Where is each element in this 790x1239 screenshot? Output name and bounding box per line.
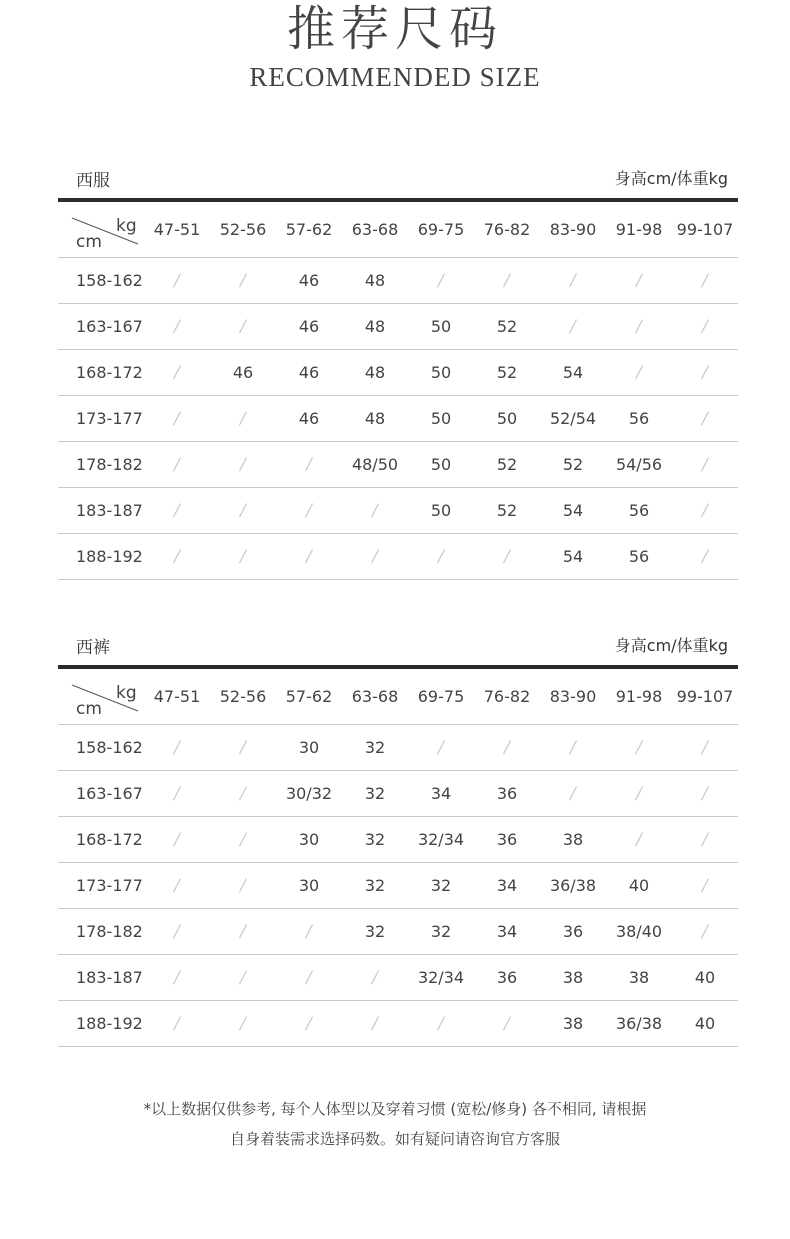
size-cell: 50 <box>408 488 474 534</box>
size-cell: / <box>210 909 276 955</box>
size-cell: / <box>144 955 210 1001</box>
height-axis-label: cm <box>76 232 102 252</box>
size-cell: / <box>606 350 672 396</box>
height-axis-label: cm <box>76 699 102 719</box>
size-cell: / <box>540 725 606 771</box>
table-row <box>58 442 738 488</box>
size-cell: 40 <box>672 955 738 1001</box>
size-cell: / <box>144 1001 210 1047</box>
size-cell: / <box>342 955 408 1001</box>
size-cell: / <box>210 817 276 863</box>
size-cell: 36 <box>474 817 540 863</box>
height-label-cell: 183-187 <box>58 955 144 1001</box>
trousers-section-header <box>58 625 738 665</box>
size-cell: 38 <box>540 955 606 1001</box>
size-cell: 32 <box>408 909 474 955</box>
size-cell: 52 <box>474 488 540 534</box>
size-cell: / <box>144 817 210 863</box>
table-row <box>58 725 738 771</box>
size-cell: / <box>672 863 738 909</box>
size-cell: / <box>606 725 672 771</box>
size-cell: 36 <box>474 955 540 1001</box>
corner-cell <box>58 669 144 725</box>
trousers-size-table <box>58 669 738 1047</box>
size-cell: 50 <box>408 396 474 442</box>
size-cell: 32 <box>342 817 408 863</box>
size-cell: 40 <box>606 863 672 909</box>
size-cell: / <box>210 534 276 580</box>
height-label-cell: 163-167 <box>58 304 144 350</box>
size-cell: / <box>210 304 276 350</box>
weight-header-cell: 99-107 <box>672 202 738 258</box>
size-cell: / <box>474 258 540 304</box>
size-cell: / <box>672 350 738 396</box>
weight-header-cell: 91-98 <box>606 202 672 258</box>
size-cell: 50 <box>408 350 474 396</box>
size-cell: / <box>408 725 474 771</box>
height-label-cell: 188-192 <box>58 1001 144 1047</box>
size-cell: 36 <box>474 771 540 817</box>
size-cell: / <box>210 396 276 442</box>
table-header-row <box>58 202 738 258</box>
size-cell: / <box>276 442 342 488</box>
size-cell: 54 <box>540 488 606 534</box>
size-cell: 38/40 <box>606 909 672 955</box>
height-label-cell: 173-177 <box>58 396 144 442</box>
size-cell: / <box>606 304 672 350</box>
suit-section-header <box>58 158 738 198</box>
size-cell: 38 <box>540 817 606 863</box>
size-cell: / <box>672 817 738 863</box>
size-cell: / <box>144 396 210 442</box>
weight-header-cell: 63-68 <box>342 669 408 725</box>
height-label-cell: 173-177 <box>58 863 144 909</box>
weight-header-cell: 52-56 <box>210 202 276 258</box>
size-cell: / <box>606 817 672 863</box>
size-cell: / <box>210 955 276 1001</box>
size-cell: 48/50 <box>342 442 408 488</box>
size-cell: 36/38 <box>606 1001 672 1047</box>
size-cell: 30 <box>276 863 342 909</box>
suit-unit-label: 身高cm/体重kg <box>614 169 728 188</box>
size-cell: / <box>144 909 210 955</box>
size-cell: / <box>474 725 540 771</box>
trousers-unit-label: 身高cm/体重kg <box>614 636 728 655</box>
size-cell: 52 <box>474 304 540 350</box>
size-cell: / <box>144 771 210 817</box>
weight-header-cell: 83-90 <box>540 669 606 725</box>
height-label-cell: 158-162 <box>58 725 144 771</box>
size-cell: / <box>672 725 738 771</box>
size-cell: / <box>606 771 672 817</box>
weight-header-cell: 47-51 <box>144 669 210 725</box>
size-cell: / <box>210 725 276 771</box>
table-row <box>58 534 738 580</box>
size-cell: / <box>672 396 738 442</box>
size-cell: / <box>144 488 210 534</box>
size-cell: 48 <box>342 258 408 304</box>
suit-size-table <box>58 202 738 580</box>
size-cell: 36 <box>540 909 606 955</box>
size-cell: / <box>342 1001 408 1047</box>
size-cell: 56 <box>606 396 672 442</box>
note-line: 自身着装需求选择码数。如有疑问请咨询官方客服 <box>229 1130 560 1148</box>
height-label-cell: 188-192 <box>58 534 144 580</box>
table-row <box>58 1001 738 1047</box>
height-label-cell: 158-162 <box>58 258 144 304</box>
size-cell: 34 <box>474 909 540 955</box>
weight-header-cell: 69-75 <box>408 202 474 258</box>
size-cell: / <box>672 909 738 955</box>
size-cell: / <box>342 488 408 534</box>
size-cell: 56 <box>606 534 672 580</box>
weight-header-cell: 91-98 <box>606 669 672 725</box>
height-label-cell: 163-167 <box>58 771 144 817</box>
size-cell: 48 <box>342 396 408 442</box>
trousers-section <box>58 625 738 1047</box>
size-cell: / <box>276 909 342 955</box>
weight-header-cell: 57-62 <box>276 669 342 725</box>
size-cell: 38 <box>606 955 672 1001</box>
size-cell: 52 <box>474 442 540 488</box>
size-cell: / <box>672 258 738 304</box>
size-cell: / <box>672 488 738 534</box>
size-cell: 30 <box>276 725 342 771</box>
weight-axis-label: kg <box>116 683 137 703</box>
size-cell: 32 <box>342 909 408 955</box>
size-cell: / <box>210 863 276 909</box>
size-cell: / <box>210 258 276 304</box>
weight-header-cell: 76-82 <box>474 202 540 258</box>
size-cell: 50 <box>408 304 474 350</box>
table-row <box>58 955 738 1001</box>
size-cell: / <box>276 488 342 534</box>
height-label-cell: 178-182 <box>58 442 144 488</box>
size-cell: 54 <box>540 350 606 396</box>
size-cell: / <box>474 534 540 580</box>
corner-diagonal <box>58 669 144 724</box>
size-cell: / <box>672 442 738 488</box>
size-cell: / <box>672 304 738 350</box>
size-cell: / <box>144 863 210 909</box>
size-cell: / <box>210 771 276 817</box>
size-cell: 30 <box>276 817 342 863</box>
trousers-section-title: 西裤 <box>76 638 110 658</box>
size-cell: / <box>672 771 738 817</box>
size-cell: 54/56 <box>606 442 672 488</box>
size-cell: 40 <box>672 1001 738 1047</box>
size-cell: / <box>408 1001 474 1047</box>
weight-header-cell: 69-75 <box>408 669 474 725</box>
size-cell: / <box>144 258 210 304</box>
table-row <box>58 488 738 534</box>
size-cell: 32/34 <box>408 955 474 1001</box>
size-cell: 34 <box>474 863 540 909</box>
table-row <box>58 771 738 817</box>
corner-cell <box>58 202 144 258</box>
size-cell: / <box>342 534 408 580</box>
weight-header-cell: 57-62 <box>276 202 342 258</box>
table-row <box>58 350 738 396</box>
size-cell: 32 <box>342 725 408 771</box>
height-label-cell: 168-172 <box>58 350 144 396</box>
table-row <box>58 817 738 863</box>
table-row <box>58 396 738 442</box>
table-header-row <box>58 669 738 725</box>
size-cell: 46 <box>276 396 342 442</box>
disclaimer-note <box>0 1094 790 1154</box>
table-row <box>58 863 738 909</box>
weight-axis-label: kg <box>116 216 137 236</box>
size-cell: / <box>144 350 210 396</box>
page-subtitle: RECOMMENDED SIZE <box>249 62 541 92</box>
size-cell: 34 <box>408 771 474 817</box>
page-title: 推荐尺码 <box>286 1 503 57</box>
size-cell: / <box>672 534 738 580</box>
size-cell: 56 <box>606 488 672 534</box>
size-cell: 54 <box>540 534 606 580</box>
weight-header-cell: 99-107 <box>672 669 738 725</box>
size-cell: 32 <box>342 771 408 817</box>
size-cell: / <box>210 1001 276 1047</box>
size-cell: 32 <box>342 863 408 909</box>
height-label-cell: 178-182 <box>58 909 144 955</box>
size-cell: / <box>276 955 342 1001</box>
size-cell: / <box>540 771 606 817</box>
size-cell: / <box>540 258 606 304</box>
size-cell: 48 <box>342 350 408 396</box>
size-cell: / <box>144 442 210 488</box>
size-cell: / <box>540 304 606 350</box>
size-cell: / <box>408 534 474 580</box>
weight-header-cell: 47-51 <box>144 202 210 258</box>
size-cell: 32/34 <box>408 817 474 863</box>
size-cell: 52/54 <box>540 396 606 442</box>
table-row <box>58 909 738 955</box>
size-cell: / <box>606 258 672 304</box>
weight-header-cell: 52-56 <box>210 669 276 725</box>
note-line: *以上数据仅供参考, 每个人体型以及穿着习惯 (宽松/修身) 各不相同, 请根据 <box>143 1100 647 1118</box>
weight-header-cell: 63-68 <box>342 202 408 258</box>
size-cell: 48 <box>342 304 408 350</box>
table-row <box>58 304 738 350</box>
size-cell: 50 <box>474 396 540 442</box>
suit-section <box>58 158 738 580</box>
size-cell: 46 <box>276 304 342 350</box>
size-cell: / <box>210 442 276 488</box>
weight-header-cell: 76-82 <box>474 669 540 725</box>
size-cell: 32 <box>408 863 474 909</box>
size-cell: / <box>276 534 342 580</box>
height-label-cell: 168-172 <box>58 817 144 863</box>
size-cell: / <box>276 1001 342 1047</box>
size-cell: 50 <box>408 442 474 488</box>
size-cell: 52 <box>474 350 540 396</box>
size-cell: 46 <box>276 258 342 304</box>
corner-diagonal <box>58 202 144 257</box>
weight-header-cell: 83-90 <box>540 202 606 258</box>
size-cell: / <box>408 258 474 304</box>
size-cell: 46 <box>210 350 276 396</box>
suit-section-title: 西服 <box>76 171 110 191</box>
size-cell: / <box>144 304 210 350</box>
table-row <box>58 258 738 304</box>
size-cell: 38 <box>540 1001 606 1047</box>
size-cell: / <box>474 1001 540 1047</box>
size-cell: 46 <box>276 350 342 396</box>
size-cell: 30/32 <box>276 771 342 817</box>
size-cell: 36/38 <box>540 863 606 909</box>
size-cell: / <box>144 534 210 580</box>
height-label-cell: 183-187 <box>58 488 144 534</box>
size-cell: / <box>144 725 210 771</box>
size-cell: / <box>210 488 276 534</box>
size-cell: 52 <box>540 442 606 488</box>
